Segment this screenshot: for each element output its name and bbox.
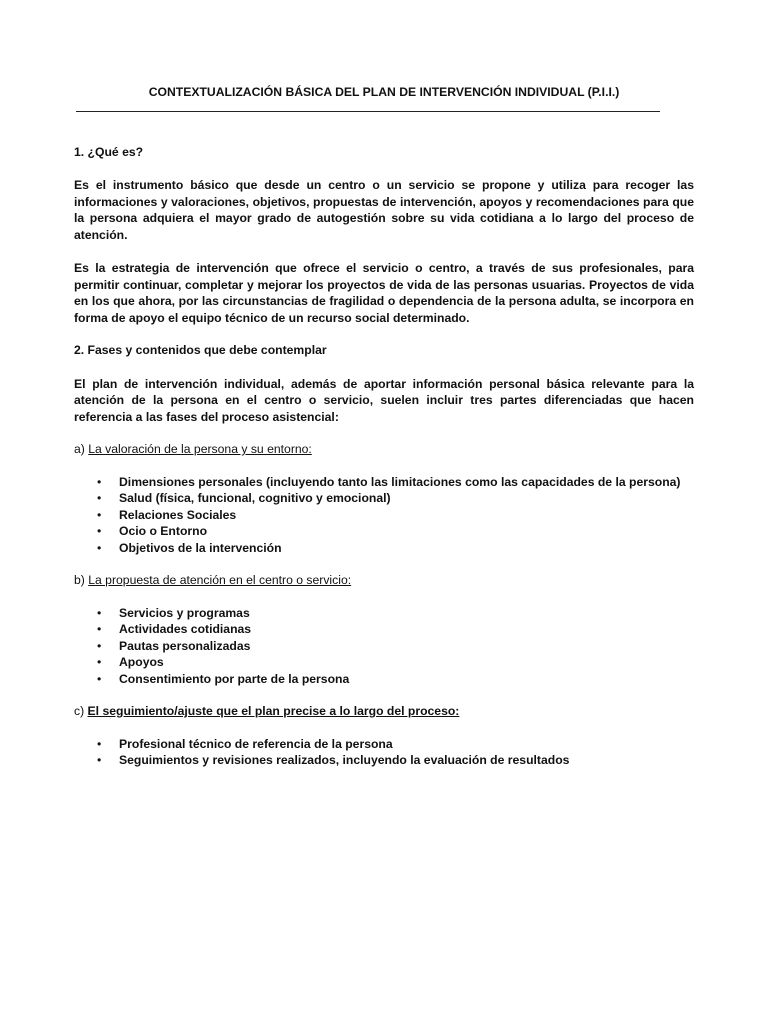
list-item	[74, 736, 694, 753]
section-1-heading: 1. ¿Qué es?	[74, 144, 144, 159]
part-b-prefix: b)	[74, 573, 89, 587]
list-item-text: Actividades cotidianas	[119, 622, 252, 636]
section-2-heading: 2. Fases y contenidos que debe contemplar	[74, 343, 327, 357]
section-2-intro: El plan de intervención individual, además de aportar información personal básica relevante para la atención de la persona en el centro o servicio, suelen incluir tres partes diferenciadas que hacen referencia a las fases del proceso asistencial:	[74, 376, 694, 424]
part-a-list	[74, 474, 694, 557]
list-item-text: Pautas personalizadas	[119, 638, 251, 653]
list-item	[74, 474, 694, 491]
document-title: CONTEXTUALIZACIÓN BÁSICA DEL PLAN DE INTERVENCIÓN INDIVIDUAL (P.I.I.)	[148, 85, 620, 99]
bullet-icon: •	[97, 524, 102, 538]
part-c-heading	[74, 703, 694, 720]
list-item	[74, 523, 694, 540]
list-item-text: Consentimiento por parte de la persona	[119, 671, 350, 686]
bullet-icon: •	[97, 753, 102, 767]
list-item-text: Apoyos	[119, 655, 164, 669]
bullet-icon: •	[97, 622, 102, 636]
list-item	[74, 671, 694, 688]
bullet-icon: •	[97, 474, 102, 489]
part-b-heading	[74, 572, 694, 589]
part-c-prefix: c)	[74, 704, 88, 718]
list-item	[74, 490, 694, 507]
bullet-icon: •	[97, 655, 102, 669]
bullet-icon: •	[97, 540, 102, 555]
list-item	[74, 638, 694, 655]
section-1-paragraph-2: Es la estrategia de intervención que ofrece el servicio o centro, a través de sus profesionales, para permitir continuar, completar y mejorar los proyectos de vida de las personas usuarias. Proyectos de vida en los que ahora, por las circunstancias de fragilidad o dependencia de la persona adulta, se incorpora en forma de apoyo el equipo técnico de un recurso social determinado.	[74, 261, 694, 325]
part-a-label: La valoración de la persona y su entorno:	[88, 442, 312, 456]
list-item-text: Dimensiones personales (incluyendo tanto las limitaciones como las capacidades de la persona)	[119, 474, 681, 489]
list-item	[74, 654, 694, 671]
part-c-label: El seguimiento/ajuste que el plan precise a lo largo del proceso:	[87, 704, 460, 718]
bullet-icon: •	[97, 605, 102, 620]
list-item-text: Seguimientos y revisiones realizados, incluyendo la evaluación de resultados	[119, 753, 570, 767]
part-b-label: La propuesta de atención en el centro o servicio:	[88, 573, 352, 587]
list-item-text: Ocio o Entorno	[119, 524, 208, 538]
bullet-icon: •	[97, 671, 102, 686]
list-item-text: Salud (física, funcional, cognitivo y emocional)	[119, 491, 391, 505]
list-item	[74, 507, 694, 524]
list-item-text: Objetivos de la intervención	[119, 540, 282, 555]
bullet-icon: •	[97, 736, 102, 751]
part-b-list	[74, 605, 694, 688]
list-item	[74, 605, 694, 622]
section-1-paragraph-1: Es el instrumento básico que desde un centro o un servicio se propone y utiliza para recoger las informaciones y valoraciones, objetivos, propuestas de intervención, apoyos y recomendaciones para que la persona adquiera el mayor grado de autogestión sobre su vida cotidiana a lo largo del proceso de atención.	[74, 178, 694, 242]
bullet-icon: •	[97, 638, 102, 653]
bullet-icon: •	[97, 507, 102, 522]
bullet-icon: •	[97, 491, 102, 505]
list-item-text: Servicios y programas	[119, 605, 250, 620]
part-a-heading	[74, 441, 694, 458]
list-item-text: Profesional técnico de referencia de la persona	[119, 736, 393, 751]
list-item	[74, 621, 694, 638]
part-a-prefix: a)	[74, 442, 89, 456]
title-divider	[76, 101, 660, 112]
part-c-list	[74, 736, 694, 769]
list-item	[74, 752, 694, 769]
list-item-text: Relaciones Sociales	[119, 507, 237, 522]
list-item	[74, 540, 694, 557]
